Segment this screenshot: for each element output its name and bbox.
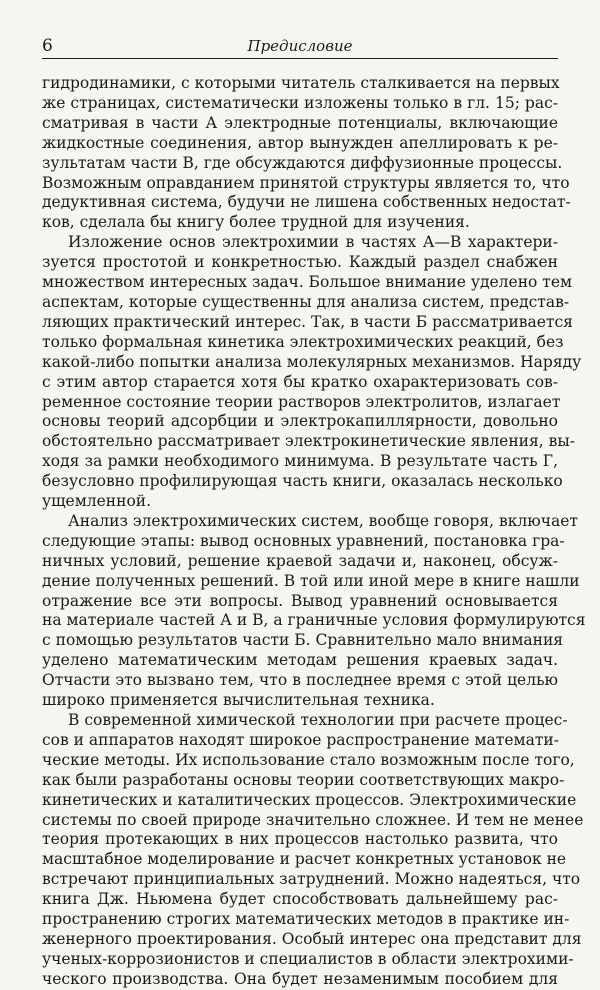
text-line: В современной химической технологии при расчете процес- bbox=[68, 711, 568, 729]
body-text bbox=[42, 74, 586, 990]
text-line: ляющих практический интерес. Так, в части Б рассматривается bbox=[42, 312, 573, 331]
text-line: на материале частей А и В, а граничные условия формулируются bbox=[42, 611, 586, 630]
text-line: ческие методы. Их использование стало возможным после того, bbox=[42, 750, 575, 769]
text-line: уделено математическим методам решения краевых задач. bbox=[42, 651, 558, 670]
text-line: сматривая в части А электродные потенциалы, включающие bbox=[42, 113, 558, 132]
text-line: ущемленной. bbox=[42, 492, 152, 511]
text-line: ременное состояние теории растворов электролитов, излагает bbox=[42, 392, 561, 411]
text-line: зуется простотой и конкретностью. Каждый раздел снабжен bbox=[42, 253, 558, 272]
text-line: гидродинамики, с которыми читатель сталкивается на первых bbox=[42, 74, 560, 92]
text-line: ческого производства. Она будет незаменимым пособием для bbox=[42, 969, 558, 988]
paragraph-1 bbox=[42, 74, 571, 233]
paragraph-4 bbox=[42, 711, 584, 990]
text-line: обстоятельно рассматривает электрокинетические явления, вы- bbox=[42, 432, 575, 451]
text-line: Отчасти это вызвано тем, что в последнее время с этой целью bbox=[42, 671, 558, 690]
text-line: дедуктивная система, будучи не лишена собственных недостат- bbox=[42, 193, 571, 212]
text-line: следующие этапы: вывод основных уравнений, постановка гра- bbox=[42, 531, 565, 550]
text-line: встречают принципиальных затруднений. Можно надеяться, что bbox=[42, 870, 581, 889]
page-number: 6 bbox=[42, 36, 53, 56]
text-line: с помощью результатов части Б. Сравнительно мало внимания bbox=[42, 631, 564, 650]
text-line: ученых-коррозионистов и специалистов в области электрохими- bbox=[42, 949, 574, 968]
text-line: книга Дж. Ньюмена будет способствовать дальнейшему рас- bbox=[42, 890, 558, 909]
text-line: ходя за рамки необходимого минимума. В результате часть Г, bbox=[42, 452, 558, 471]
text-line: Анализ электрохимических систем, вообще говоря, включает bbox=[68, 511, 578, 530]
text-line: же страницах, систематически изложены только в гл. 15; рас- bbox=[42, 93, 558, 112]
text-line: широко применяется вычислительная техника. bbox=[42, 691, 435, 710]
text-line: ничных условий, решение краевой задачи и, наконец, обсуж- bbox=[42, 551, 558, 570]
text-line: зультатам части В, где обсуждаются диффузионные процессы. bbox=[42, 153, 563, 172]
text-line: отражение все эти вопросы. Вывод уравнений основывается bbox=[42, 591, 558, 610]
text-line: кинетических и каталитических процессов. Электрохимические bbox=[42, 790, 577, 809]
text-line: с этим автор старается хотя бы кратко охарактеризовать сов- bbox=[42, 372, 558, 391]
text-line: дение полученных решений. В той или иной мере в книге нашли bbox=[42, 571, 580, 590]
text-line: масштабное моделирование и расчет конкретных установок не bbox=[42, 850, 567, 869]
text-line: только формальная кинетика электрохимических реакций, без bbox=[42, 332, 564, 351]
text-line: жидкостные соединения, автор вынужден апеллировать к ре- bbox=[42, 133, 558, 152]
text-line: множеством интересных задач. Большое внимание уделено тем bbox=[42, 273, 573, 292]
text-line: основы теорий адсорбции и электрокапиллярности, довольно bbox=[42, 412, 558, 431]
paragraph-3 bbox=[42, 511, 586, 711]
text-line: системы по своей природе значительно сложнее. И тем не менее bbox=[42, 810, 584, 829]
paragraph-2 bbox=[42, 233, 582, 512]
text-line: сов и аппаратов находят широкое распространение математи- bbox=[42, 730, 559, 749]
text-line: Возможным оправданием принятой структуры является то, что bbox=[42, 173, 570, 192]
text-line: аспектам, которые существенны для анализа систем, представ- bbox=[42, 292, 570, 311]
text-line: пространению строгих математических методов в практике ин- bbox=[42, 910, 570, 929]
text-line: теория протекающих в них процессов настолько развита, что bbox=[42, 830, 558, 849]
text-line: Изложение основ электрохимии в частях А—В характери- bbox=[68, 233, 558, 252]
running-head-title: Предисловие bbox=[247, 37, 353, 55]
text-line: женерного проектирования. Особый интерес она представит для bbox=[42, 929, 582, 948]
text-line: какой-либо попытки анализа молекулярных механизмов. Наряду bbox=[42, 352, 582, 371]
text-line: как были разработаны основы теории соответствующих макро- bbox=[42, 770, 565, 789]
text-line: безусловно профилирующая часть книги, оказалась несколько bbox=[42, 472, 563, 491]
page-header bbox=[42, 36, 558, 59]
text-line: ков, сделала бы книгу более трудной для изучения. bbox=[42, 213, 470, 232]
